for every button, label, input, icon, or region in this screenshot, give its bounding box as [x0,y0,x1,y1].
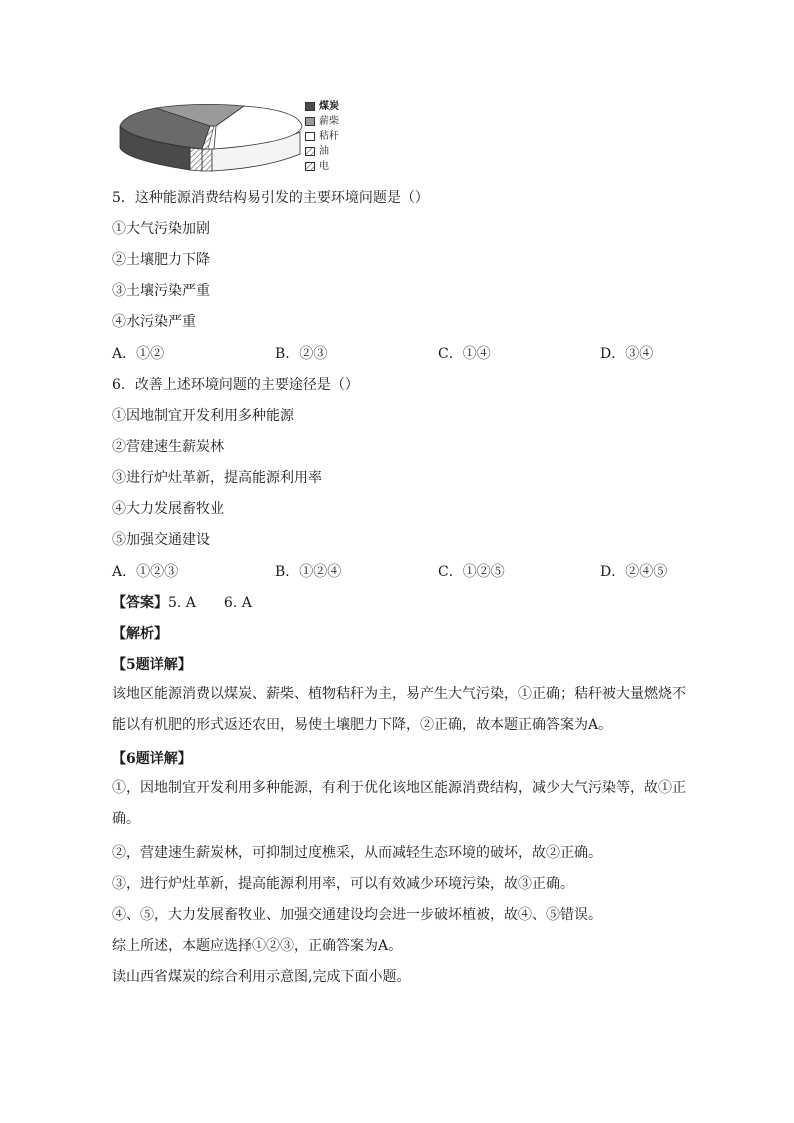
q6-item-2: ②营建速生薪炭林 [112,439,224,455]
legend-swatch-coal [305,102,315,111]
legend-item-coal [305,99,339,114]
legend-swatch-straw [305,132,315,141]
q6-item-4: ④大力发展畜牧业 [112,501,224,517]
q5-option-b[interactable]: B．②③ [275,346,328,362]
q6-detail-p3: ③，进行炉灶革新，提高能源利用率，可以有效减少环境污染，故③正确。 [112,876,574,892]
legend-label-coal: 煤炭 [319,101,339,112]
legend-label-electricity: 电 [319,161,329,172]
legend-label-oil: 油 [319,146,329,157]
answer-text: 5. A 6. A [168,595,252,611]
q6-item-5: ⑤加强交通建设 [112,532,210,548]
q6-option-c[interactable]: C．①②⑤ [438,564,505,580]
pie-side-elec [202,149,212,171]
q6-option-a[interactable]: A．①②③ [112,564,179,580]
q6-detail-title: 【6题详解】 [112,751,192,767]
pie-side-oil [190,148,202,171]
q6-stem: 6．改善上述环境问题的主要途径是（） [112,377,359,393]
q5-option-a[interactable]: A．①② [112,346,165,362]
q6-detail-p5: 综上所述，本题应选择①②③，正确答案为A。 [112,938,403,954]
analysis-label: 【解析】 [112,626,168,642]
answer-label: 【答案】 [112,595,168,611]
q6-detail-p2: ②，营建速生薪炭林，可抑制过度樵采，从而减轻生态环境的破坏，故②正确。 [112,845,602,861]
q6-option-d[interactable]: D．②④⑤ [600,564,668,580]
q6-option-b[interactable]: B．①②④ [275,564,342,580]
q5-item-3: ③土壤污染严重 [112,283,210,299]
q5-item-1: ①大气污染加剧 [112,221,210,237]
q5-detail-text: 该地区能源消费以煤炭、薪柴、植物秸秆为主，易产生大气污染，①正确；秸秆被大量燃烧不能以有机肥的形式返还农田，易使土壤肥力下降，②正确，故本题正确答案为A。 [112,686,686,733]
q6-detail-p1: ①，因地制宜开发利用多种能源，有利于优化该地区能源消费结构，减少大气污染等，故①正确。 [112,780,686,827]
legend-item-electricity [305,159,339,174]
q6-item-1: ①因地制宜开发利用多种能源 [112,408,294,424]
legend-swatch-oil [305,147,315,156]
legend-label-firewood: 薪柴 [319,116,339,127]
legend-swatch-firewood [305,117,315,126]
answer-line [112,592,252,612]
q5-option-d[interactable]: D．③④ [600,346,654,362]
legend-label-straw: 秸秆 [319,131,339,142]
q5-item-4: ④水污染严重 [112,314,196,330]
legend-swatch-electricity [305,162,315,171]
legend-item-firewood [305,114,339,129]
legend-item-straw [305,129,339,144]
next-intro: 读山西省煤炭的综合利用示意图,完成下面小题。 [112,969,411,985]
q5-stem: 5．这种能源消费结构易引发的主要环境问题是（） [112,190,429,206]
q5-option-c[interactable]: C．①④ [438,346,491,362]
legend-item-oil [305,144,339,159]
q6-item-3: ③进行炉灶革新，提高能源利用率 [112,470,322,486]
q5-item-2: ②土壤肥力下降 [112,252,210,268]
q5-detail-title: 【5题详解】 [112,657,192,673]
chart-legend [305,99,339,174]
q6-detail-p4: ④、⑤，大力发展畜牧业、加强交通建设均会进一步破坏植被，故④、⑤错误。 [112,907,602,923]
